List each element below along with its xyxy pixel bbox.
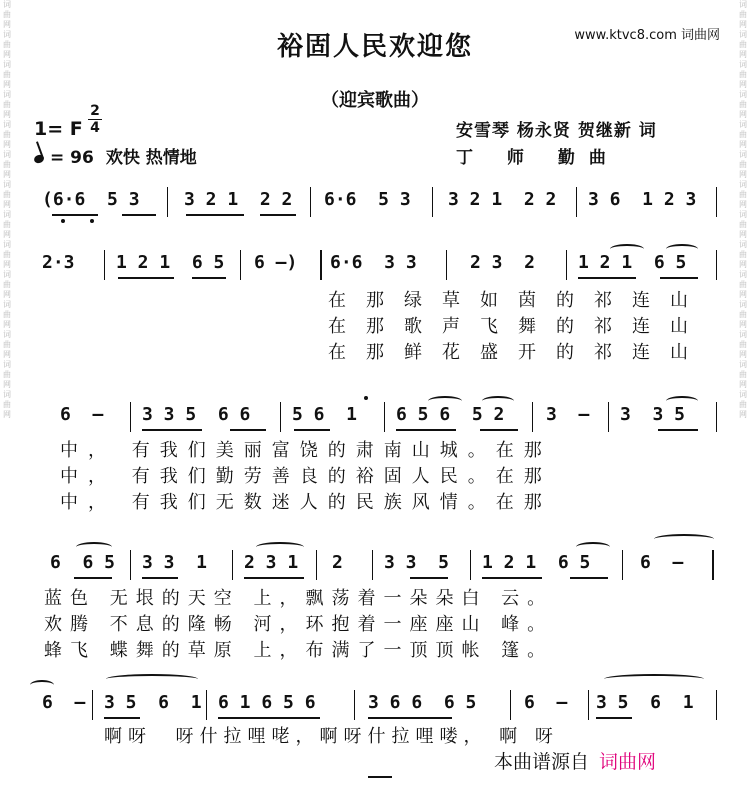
lyric-verse-1c: 蓝色 无垠的天空 上，飘荡着一朵朵白 云。	[44, 588, 554, 609]
tempo-mood: 欢快 热情地	[105, 148, 197, 168]
trailing-beam	[368, 776, 392, 778]
measure: 3 6 6 6 5	[368, 692, 477, 713]
slur	[654, 534, 714, 544]
barline	[354, 690, 355, 720]
measure: 2 3 1	[244, 552, 299, 573]
barline	[104, 250, 105, 280]
source-credit	[494, 747, 656, 774]
slur	[604, 674, 704, 684]
beam	[570, 577, 608, 579]
barline	[622, 550, 623, 580]
beam	[578, 277, 636, 279]
barline	[716, 690, 717, 720]
source-brand: 词曲网	[599, 751, 657, 773]
lyric-verse-2c: 欢腾 不息的隆畅 河，环抱着一座座山 峰。	[44, 614, 554, 635]
barline	[372, 550, 373, 580]
beam	[482, 577, 542, 579]
notation-row-5	[30, 686, 720, 726]
high-dot	[364, 396, 368, 400]
slur	[76, 542, 112, 552]
lyric-verse-2b: 中， 有我们勤劳善良的裕固人民。在那	[60, 466, 552, 487]
slur	[428, 396, 462, 406]
measure: 5 6 1	[292, 404, 358, 425]
measure: 6 —	[60, 404, 104, 425]
beam	[52, 214, 98, 216]
measure: 6 5 6 5 2	[396, 404, 505, 425]
measure: 3 —	[546, 404, 590, 425]
beam	[118, 277, 174, 279]
side-watermark-left: 词曲网词曲网词曲网词曲网词曲网词曲网词曲网词曲网词曲网词曲网词曲网词曲网词曲网词曲网	[3, 0, 11, 419]
barline	[510, 690, 511, 720]
beam	[396, 429, 456, 431]
lyric-verse-2: 在那歌声飞舞的祁连山	[328, 316, 708, 337]
barline	[206, 690, 207, 720]
barline	[384, 402, 385, 432]
measure: 3 3 5	[620, 404, 686, 425]
measure: 6·6 5 3	[324, 189, 411, 210]
barline	[608, 402, 609, 432]
measure: 2 3 2	[470, 252, 536, 273]
slur	[106, 674, 198, 684]
barline	[232, 550, 233, 580]
notation-row-3	[30, 398, 720, 438]
measure: 3 5 6 1	[596, 692, 694, 713]
lyric-verse-1b: 中， 有我们美丽富饶的肃南山城。在那	[60, 440, 552, 461]
slur	[256, 542, 304, 552]
measure: 3 5 6 1	[104, 692, 202, 713]
slur	[30, 680, 54, 690]
barline	[576, 187, 577, 217]
barline	[240, 250, 241, 280]
measure: 3 2 1 2 2	[448, 189, 557, 210]
barline	[588, 690, 589, 720]
barline	[310, 187, 311, 217]
key-signature: 1= F	[34, 118, 83, 140]
measure: 6 —	[42, 692, 86, 713]
barline	[130, 402, 131, 432]
measure: 6·6 3 3	[330, 252, 417, 273]
lyric-verse-3b: 中， 有我们无数迷人的民族风情。在那	[60, 492, 552, 513]
beam	[480, 429, 518, 431]
barline	[470, 550, 471, 580]
slur	[666, 244, 698, 254]
barline	[532, 402, 533, 432]
barline	[167, 187, 168, 217]
tempo-bpm: = 96	[50, 148, 94, 168]
measure: 3 3 5 6 6	[142, 404, 251, 425]
measure: 3 3 1	[142, 552, 208, 573]
double-barline	[320, 250, 322, 280]
quarter-note-icon	[33, 154, 45, 165]
notation-row-4	[30, 546, 720, 586]
time-sig-bottom: 4	[90, 120, 100, 136]
beam	[74, 577, 112, 579]
slur	[666, 396, 698, 406]
song-subtitle: （迎宾歌曲）	[321, 90, 429, 111]
barline	[316, 550, 317, 580]
low-dot	[61, 219, 65, 223]
time-sig-top: 2	[90, 103, 100, 119]
beam	[294, 429, 330, 431]
beam	[104, 717, 140, 719]
beam	[122, 214, 156, 216]
beam	[142, 429, 202, 431]
measure: 3 3 5	[384, 552, 450, 573]
beam	[410, 577, 448, 579]
barline	[280, 402, 281, 432]
beam	[660, 277, 698, 279]
beam	[186, 214, 244, 216]
lyricist-credit: 安雪琴 杨永贤 贺继新 词	[456, 121, 657, 141]
measure: 3 2 1 2 2	[184, 189, 293, 210]
measure: 1 2 1 6 5	[578, 252, 687, 273]
beam	[218, 717, 320, 719]
barline	[716, 402, 717, 432]
measure: 6 —)	[254, 252, 298, 273]
low-dot	[90, 219, 94, 223]
time-signature	[88, 104, 102, 135]
slur	[610, 244, 644, 254]
barline	[716, 250, 717, 280]
barline	[92, 690, 93, 720]
measure: 6 1 6 5 6	[218, 692, 316, 713]
lyric-verse-3: 在那鲜花盛开的祁连山	[328, 342, 708, 363]
barline	[716, 187, 717, 217]
side-watermark-right: 词曲网词曲网词曲网词曲网词曲网词曲网词曲网词曲网词曲网词曲网词曲网词曲网词曲网词曲网	[739, 0, 747, 419]
beam	[192, 277, 226, 279]
composer-credit: 丁 师 勤曲	[456, 148, 620, 168]
notation-row-2	[30, 246, 720, 286]
beam	[230, 429, 266, 431]
measure: 1 2 1 6 5	[482, 552, 591, 573]
tempo-marking	[34, 143, 197, 168]
lyric-verse-3c: 蜂飞 蝶舞的草原 上，布满了一顶顶帐 篷。	[44, 640, 554, 661]
site-watermark: www.ktvc8.com 词曲网	[574, 28, 720, 43]
measure: 3 6 1 2 3	[588, 189, 697, 210]
measure: 2·3	[42, 252, 75, 273]
beam	[142, 577, 178, 579]
barline	[446, 250, 447, 280]
barline	[712, 550, 714, 580]
barline	[432, 187, 433, 217]
beam	[658, 429, 698, 431]
measure: 2	[332, 552, 343, 573]
measure: (6·6 5 3	[42, 189, 140, 210]
beam	[368, 717, 452, 719]
barline	[566, 250, 567, 280]
measure: 6 —	[640, 552, 684, 573]
source-text: 本曲谱源自	[494, 751, 590, 773]
beam	[260, 214, 296, 216]
barline	[130, 550, 131, 580]
measure: 1 2 1 6 5	[116, 252, 225, 273]
lyric-verse-4: 啊呀 呀什拉哩咾，啊呀什拉哩喽， 啊 呀	[104, 726, 559, 747]
beam	[596, 717, 632, 719]
measure: 6 6 5	[50, 552, 116, 573]
slur	[482, 396, 514, 406]
lyric-verse-1: 在那绿草如茵的祁连山	[328, 290, 708, 311]
notation-row-1	[30, 183, 720, 223]
slur	[576, 542, 610, 552]
measure: 6 —	[524, 692, 568, 713]
song-title: 裕固人民欢迎您	[276, 32, 473, 62]
beam	[244, 577, 304, 579]
